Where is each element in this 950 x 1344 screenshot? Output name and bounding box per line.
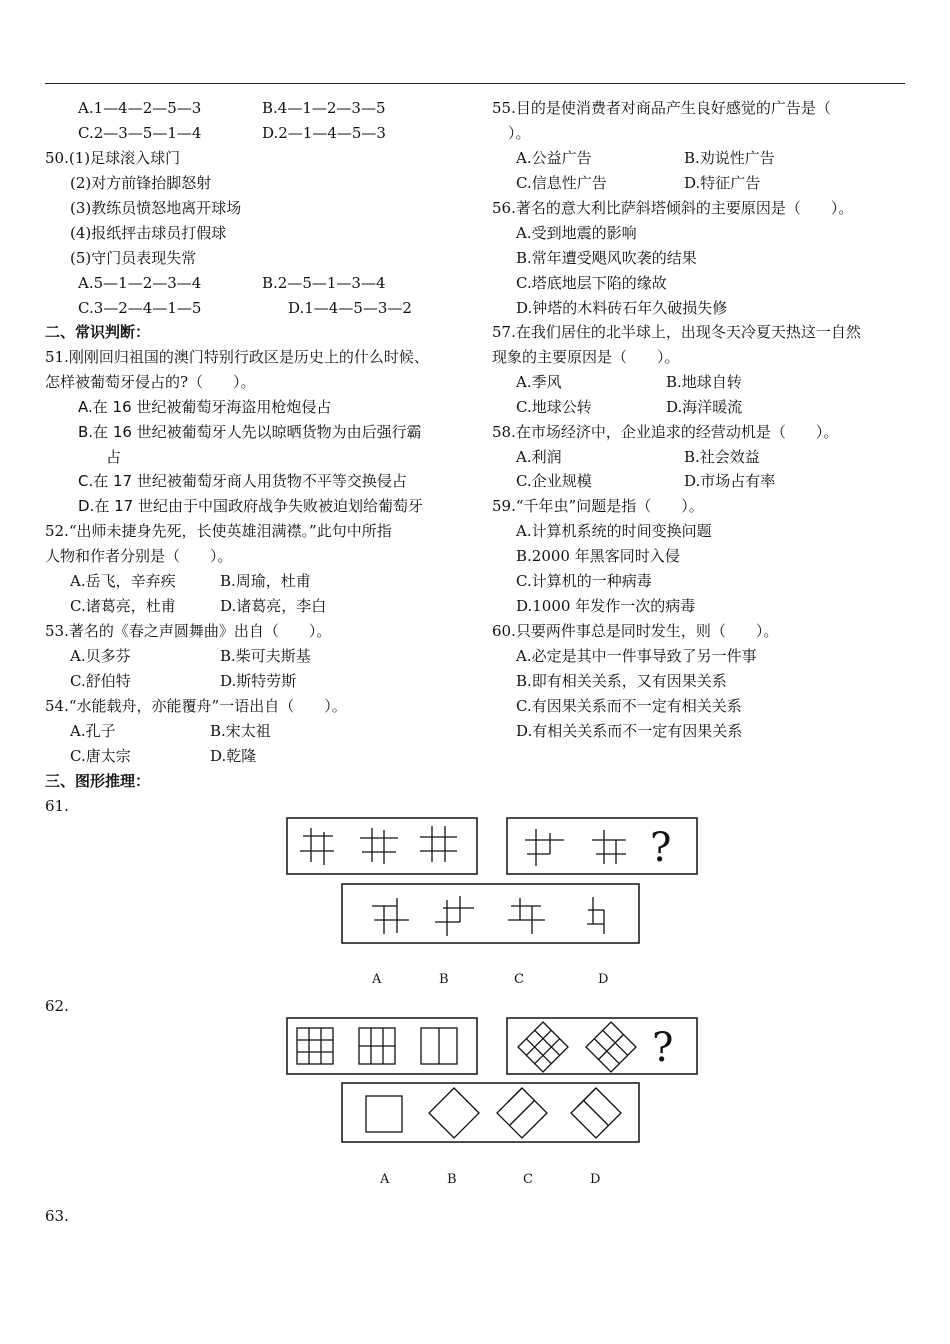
q52-option-c: C.诸葛亮，杜甫 (70, 597, 176, 615)
q50-option-a: A.5—1—2—3—4 (78, 274, 202, 292)
q50-item-3: (3)教练员愤怒地离开球场 (70, 199, 242, 217)
q63-number: 63. (45, 1207, 69, 1225)
q61-given-shape-3 (420, 826, 457, 862)
q62-question-shape-2 (586, 1022, 636, 1072)
q52-stem-line2: 人物和作者分别是（ ）。 (45, 547, 233, 565)
q56-option-c: C.塔底地层下陷的缘故 (516, 274, 667, 292)
q52-option-a: A.岳飞，辛弃疾 (70, 572, 176, 590)
q55-option-b: B.劝说性广告 (684, 149, 775, 167)
q59-option-a: A.计算机系统的时间变换问题 (516, 522, 712, 540)
q54-option-b: B.宋太祖 (210, 722, 271, 740)
q51-stem-line2: 怎样被葡萄牙侵占的?（ ）。 (45, 373, 256, 391)
q62-label-a: A (380, 1172, 390, 1187)
q62-label-d: D (590, 1172, 601, 1187)
q61-given-shape-2 (360, 828, 398, 864)
q62-label-b: B (447, 1172, 457, 1187)
q62-given-shape-3 (421, 1028, 457, 1064)
q62-option-a-shape (366, 1096, 402, 1132)
q58-option-b: B.社会效益 (684, 448, 760, 466)
q50-item-4: (4)报纸抨击球员打假球 (70, 224, 227, 242)
q60-option-c: C.有因果关系而不一定有相关关系 (516, 697, 742, 715)
q59-option-c: C.计算机的一种病毒 (516, 572, 652, 590)
q62-option-d-shape (571, 1088, 621, 1138)
q53-stem: 53.著名的《春之声圆舞曲》出自（ ）。 (45, 622, 332, 640)
q61-label-b: B (439, 972, 449, 987)
q53-option-a: A.贝多芬 (70, 647, 131, 665)
q61-option-b-shape (435, 896, 474, 936)
q62-label-c: C (523, 1172, 533, 1187)
q61-options-box (342, 884, 639, 943)
q54-option-c: C.唐太宗 (70, 747, 131, 765)
q60-option-a: A.必定是其中一件事导致了另一件事 (516, 647, 757, 665)
q52-option-b: B.周瑜，杜甫 (220, 572, 311, 590)
q61-given-shape-1 (300, 828, 334, 865)
section-heading-figure-reasoning: 三、图形推理： (45, 772, 151, 790)
q51-option-b-cont: 占 (106, 448, 122, 466)
q61-question-mark: ? (650, 825, 672, 871)
q58-option-a: A.利润 (516, 448, 562, 466)
q54-option-a: A.孔子 (70, 722, 116, 740)
q50-item-2: (2)对方前锋抬脚怒射 (70, 174, 212, 192)
q55-option-a: A.公益广告 (516, 149, 592, 167)
q51-option-c: C.在 17 世纪被葡萄牙商人用货物不平等交换侵占 (78, 472, 407, 490)
q56-stem: 56.著名的意大利比萨斜塔倾斜的主要原因是（ ）。 (492, 199, 854, 217)
q60-stem: 60.只要两件事总是同时发生，则（ ）。 (492, 622, 779, 640)
q58-option-d: D.市场占有率 (684, 472, 776, 490)
q62-question-mark: ? (652, 1025, 674, 1071)
q50-option-c: C.3—2—4—1—5 (78, 299, 202, 317)
q60-option-d: D.有相关关系而不一定有因果关系 (516, 722, 743, 740)
q55-stem-line2: ）。 (508, 124, 531, 142)
q49-option-c: C.2—3—5—1—4 (78, 124, 202, 142)
q52-option-d: D.诸葛亮，李白 (220, 597, 327, 615)
q57-option-c: C.地球公转 (516, 398, 592, 416)
q59-option-d: D.1000 年发作一次的病毒 (516, 597, 696, 615)
q59-stem: 59.“千年虫”问题是指（ ）。 (492, 497, 704, 515)
q50-stem: 50.(1)足球滚入球门 (45, 149, 181, 167)
q53-option-d: D.斯特劳斯 (220, 672, 297, 690)
q58-stem: 58.在市场经济中，企业追求的经营动机是（ ）。 (492, 423, 839, 441)
q57-option-b: B.地球自转 (666, 373, 742, 391)
q61-question-shape-1 (525, 829, 564, 866)
q61-number: 61. (45, 797, 69, 815)
q56-option-d: D.钟塔的木料砖石年久破损失修 (516, 299, 728, 317)
q56-option-a: A.受到地震的影响 (516, 224, 637, 242)
q54-stem: 54.“水能载舟，亦能覆舟”一语出自（ ）。 (45, 697, 347, 715)
q61-question-shape-2 (592, 830, 626, 864)
q62-option-b-shape (429, 1088, 479, 1138)
q61-option-c-shape (508, 898, 545, 934)
q49-option-a: A.1—4—2—5—3 (78, 99, 202, 117)
q51-stem-line1: 51.刚刚回归祖国的澳门特别行政区是历史上的什么时候、 (45, 348, 429, 366)
section-heading-common-sense: 二、常识判断： (45, 323, 151, 341)
q55-stem-line1: 55.目的是使消费者对商品产生良好感觉的广告是（ (492, 99, 831, 117)
q61-label-c: C (514, 972, 524, 987)
q49-option-b: B.4—1—2—3—5 (262, 99, 386, 117)
q50-item-5: (5)守门员表现失常 (70, 249, 197, 267)
q62-number: 62. (45, 997, 69, 1015)
q51-option-d: D.在 17 世纪由于中国政府战争失败被迫划给葡萄牙 (78, 497, 423, 515)
q57-option-d: D.海洋暖流 (666, 398, 743, 416)
q62-question-shape-1 (518, 1022, 568, 1072)
q61-option-d-shape (587, 897, 604, 934)
q50-option-d: D.1—4—5—3—2 (288, 299, 412, 317)
q55-option-d: D.特征广告 (684, 174, 761, 192)
q60-option-b: B.即有相关关系，又有因果关系 (516, 672, 727, 690)
q61-option-a-shape (372, 898, 409, 934)
q51-option-b: B.在 16 世纪被葡萄牙人先以晾晒货物为由后强行霸 (78, 423, 422, 441)
q61-given-box (287, 818, 477, 874)
q62-options-box (342, 1083, 639, 1142)
q55-option-c: C.信息性广告 (516, 174, 607, 192)
q57-stem-line1: 57.在我们居住的北半球上，出现冬天冷夏天热这一自然 (492, 323, 861, 341)
q50-option-b: B.2—5—1—3—4 (262, 274, 386, 292)
q49-option-d: D.2—1—4—5—3 (262, 124, 386, 142)
q53-option-c: C.舒伯特 (70, 672, 131, 690)
q54-option-d: D.乾隆 (210, 747, 257, 765)
q61-label-a: A (372, 972, 382, 987)
q62-given-shape-2 (359, 1028, 395, 1064)
q61-label-d: D (598, 972, 609, 987)
q57-stem-line2: 现象的主要原因是（ ）。 (492, 348, 680, 366)
q52-stem-line1: 52.“出师未捷身先死，长使英雄泪满襟。”此句中所指 (45, 522, 392, 540)
q51-option-a: A.在 16 世纪被葡萄牙海盗用枪炮侵占 (78, 398, 332, 416)
q56-option-b: B.常年遭受飓风吹袭的结果 (516, 249, 697, 267)
q62-option-c-shape (497, 1088, 547, 1138)
q58-option-c: C.企业规模 (516, 472, 592, 490)
q62-given-shape-1 (297, 1028, 333, 1064)
q53-option-b: B.柴可夫斯基 (220, 647, 311, 665)
q57-option-a: A.季风 (516, 373, 562, 391)
q59-option-b: B.2000 年黑客同时入侵 (516, 547, 680, 565)
